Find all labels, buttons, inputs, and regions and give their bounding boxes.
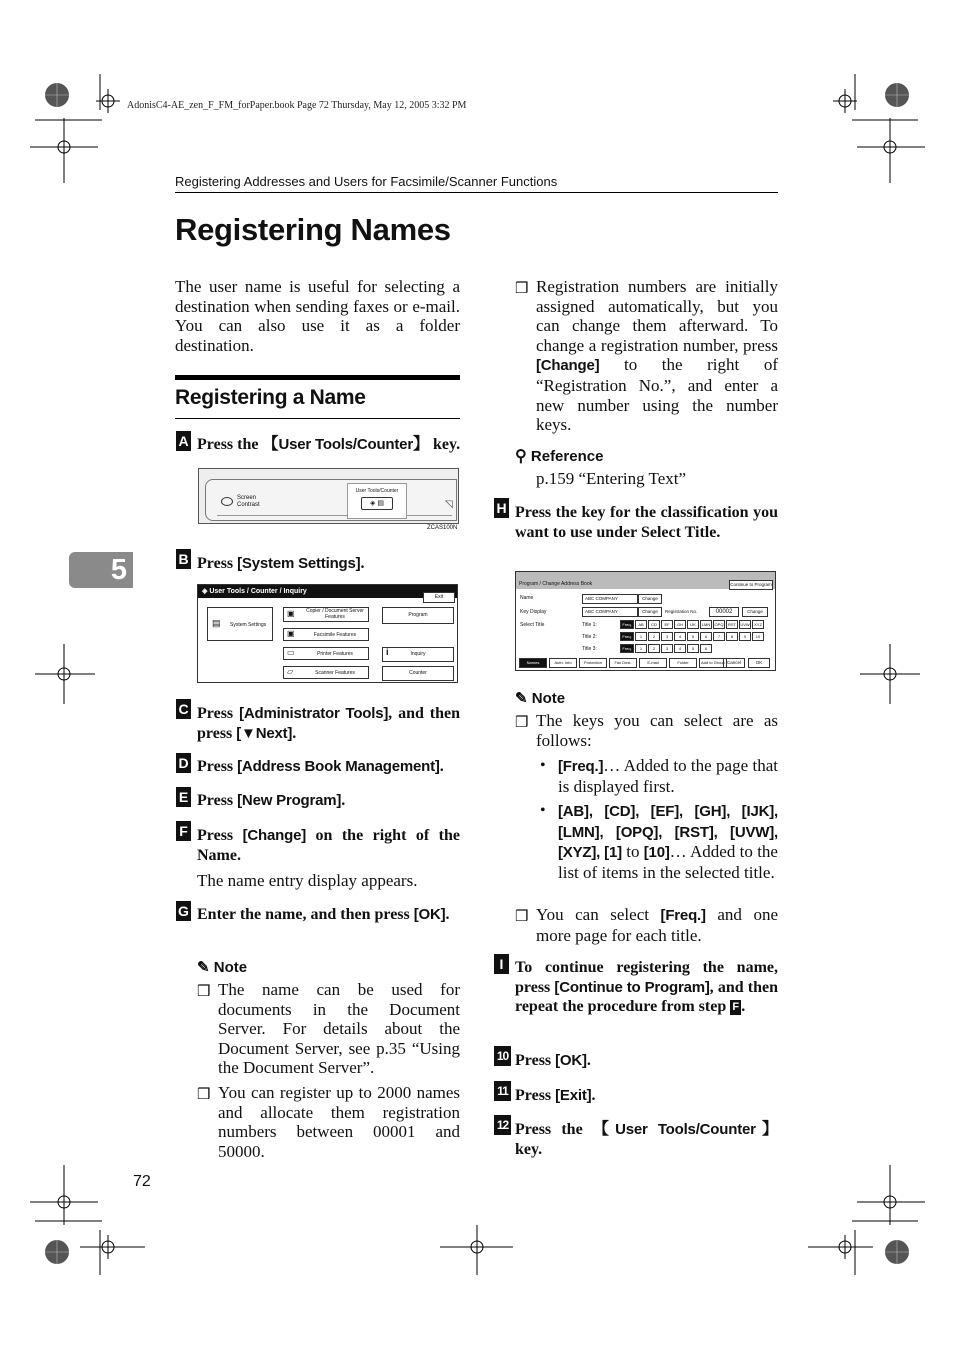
address-screen-title: Program / Change Address Book xyxy=(519,581,593,587)
title-key-button[interactable]: 7 xyxy=(713,632,725,641)
title2-label: Title 2: xyxy=(582,634,597,640)
left-note-1: The name can be used for documents in the Document Server. For details about the Document Server, see p.35 “Using the Document Server”. xyxy=(218,980,460,1078)
title-key-button[interactable]: 5 xyxy=(687,632,699,641)
user-tools-icon: ◈ ▤ xyxy=(361,497,393,510)
inquiry-button[interactable]: Inquiry xyxy=(382,647,454,662)
step-8-number: H xyxy=(494,498,509,518)
title-key-button[interactable]: OPQ xyxy=(714,622,724,627)
user-tools-screen xyxy=(197,584,458,683)
name-change-button[interactable]: Change xyxy=(638,594,662,604)
step-10-number: 10 xyxy=(494,1046,511,1066)
step-2-text: Press [System Settings]. xyxy=(197,555,365,572)
left-note-2: You can register up to 2000 names and allocate them registration numbers between 00001 and 50000. xyxy=(218,1083,460,1161)
registration-number-note: Registration numbers are initially assigned automatically, but you can change them afterward. To change a registration number, press [Change] to the right of “Registration No.”, and enter a new number using the number keys. xyxy=(536,277,778,435)
step-8-text: Press the key for the classification you want to use under Select Title. xyxy=(515,504,778,541)
copier-features-button[interactable]: Copier / Document Server Features xyxy=(283,607,369,622)
step-12-text: Press the 【User Tools/Counter】 key. xyxy=(515,1121,778,1158)
title-key-button[interactable]: 5 xyxy=(687,644,699,653)
facsimile-features-button[interactable]: Facsimile Features xyxy=(283,628,369,641)
step-10-text: Press [OK]. xyxy=(515,1052,591,1069)
name-field[interactable]: ABC COMPANY xyxy=(582,594,638,604)
title1-key-row xyxy=(620,620,765,629)
title-key-button[interactable]: IJK xyxy=(687,620,699,629)
screen-tab[interactable]: E-mail xyxy=(639,658,667,668)
title-key-button[interactable]: 3 xyxy=(661,632,673,641)
title-key-button[interactable]: 1 xyxy=(635,632,647,641)
step-7-text: Enter the name, and then press [OK]. xyxy=(197,906,450,923)
title-key-button[interactable]: UVW xyxy=(740,622,750,627)
scanner-icon: ▱ xyxy=(287,667,294,676)
settings-icon: ▤ xyxy=(212,618,221,628)
reference-heading: ⚲ Reference xyxy=(515,448,604,465)
exit-button[interactable]: Exit xyxy=(423,592,455,603)
continue-to-program-button[interactable]: Continue to Program xyxy=(729,580,773,590)
step-ref-badge: F xyxy=(730,1000,741,1015)
keys-intro: The keys you can select are as follows: xyxy=(536,711,778,750)
counter-button[interactable]: Counter xyxy=(382,666,454,681)
pencil-icon: ✎ xyxy=(515,690,528,707)
screen-tab[interactable]: Protection xyxy=(579,658,607,668)
title-key-button[interactable]: RST xyxy=(728,622,736,627)
title-key-button[interactable]: 2 xyxy=(648,644,660,653)
right-note-heading: ✎ Note xyxy=(515,690,566,707)
key-display-change-button[interactable]: Change xyxy=(638,607,662,617)
panel-label-contrast: Contrast xyxy=(237,502,260,508)
checkbox-icon: ❒ xyxy=(197,1087,211,1103)
title-key-button[interactable]: CD xyxy=(648,620,660,629)
screen-tab[interactable]: Auth. Info xyxy=(549,658,577,668)
step-1-text: Press the 【User Tools/Counter】 key. xyxy=(197,436,461,453)
fax-icon: ▣ xyxy=(287,629,295,638)
screen-title: User Tools / Counter / Inquiry xyxy=(209,588,307,595)
scanner-features-button[interactable]: Scanner Features xyxy=(283,666,369,679)
reference-text: p.159 “Entering Text” xyxy=(536,469,687,488)
magnifier-icon: ⚲ xyxy=(515,448,527,465)
step-1-number: A xyxy=(176,431,191,451)
panel-label-screen: Screen xyxy=(237,495,257,501)
cancel-button[interactable]: Cancel xyxy=(723,658,745,668)
system-settings-button[interactable]: System Settings xyxy=(207,607,273,641)
step-12-number: 12 xyxy=(494,1115,511,1135)
checkbox-icon: ❒ xyxy=(197,984,211,1000)
registration-change-button[interactable]: Change xyxy=(742,607,768,617)
ok-button[interactable]: OK xyxy=(748,658,770,668)
chapter-tab: 5 xyxy=(69,552,133,588)
printer-icon: ▭ xyxy=(287,648,295,657)
section-bar xyxy=(175,375,460,380)
bullet-freq: [Freq.]… Added to the page that is displayed first. xyxy=(558,756,778,796)
page-title: Registering Names xyxy=(175,212,451,247)
title-key-button[interactable]: LMN xyxy=(701,622,711,627)
intro-paragraph: The user name is useful for selecting a destination when sending faxes or e-mail. You can also use it as a folder destination. xyxy=(175,277,460,355)
title-key-button[interactable]: GH xyxy=(674,620,686,629)
title3-key-row xyxy=(620,644,713,653)
title-key-button[interactable]: 6 xyxy=(700,644,712,653)
row-key-display-label: Key Display xyxy=(520,609,547,615)
title-key-button[interactable]: 8 xyxy=(726,632,738,641)
title-key-button[interactable]: 3 xyxy=(661,644,673,653)
title2-key-row xyxy=(620,632,765,641)
step-3-text: Press [Administrator Tools], and then press [▼Next]. xyxy=(197,705,461,742)
control-panel-image xyxy=(198,468,459,524)
step-5-number: E xyxy=(176,787,191,807)
step-5-text: Press [New Program]. xyxy=(197,792,346,809)
step-4-text: Press [Address Book Management]. xyxy=(197,758,444,775)
title-key-button[interactable]: 4 xyxy=(674,632,686,641)
panel-code: ZCAS100N xyxy=(427,525,458,531)
step-9-number: I xyxy=(494,954,509,974)
inquiry-icon: i xyxy=(386,647,389,657)
freq-page-note: You can select [Freq.] and one more page for each title. xyxy=(536,905,778,945)
tools-icon: ◈ xyxy=(202,588,210,595)
title-key-button[interactable]: Freq. xyxy=(620,632,634,641)
user-tools-counter-panel-button[interactable]: User Tools/Counter ◈ ▤ xyxy=(347,483,407,519)
title-key-button[interactable]: AB xyxy=(635,620,647,629)
section-rule xyxy=(175,418,460,419)
program-button[interactable]: Program xyxy=(382,607,454,624)
checkbox-icon: ❒ xyxy=(515,715,529,731)
row-select-title-label: Select Title xyxy=(520,622,545,628)
title-key-button[interactable]: Freq. xyxy=(620,620,634,629)
title-key-button[interactable]: 4 xyxy=(674,644,686,653)
step-4-number: D xyxy=(176,753,191,773)
title-key-button[interactable]: 10 xyxy=(752,632,764,641)
checkbox-icon: ❒ xyxy=(515,281,529,297)
step-6-text: Press [Change] on the right of the Name. xyxy=(197,827,461,864)
registration-no-label: Registration No. xyxy=(665,609,698,614)
step-3-number: C xyxy=(176,699,191,719)
step-11-number: 11 xyxy=(494,1081,511,1101)
title-key-button[interactable]: 9 xyxy=(739,632,751,641)
step-7-number: G xyxy=(176,901,191,921)
left-note-heading: ✎ Note xyxy=(197,959,248,976)
section-title: Registering a Name xyxy=(175,386,366,409)
bullet-letter-keys: [AB], [CD], [EF], [GH], [IJK], [LMN], [OPQ], [RST], [UVW], [XYZ], [1] to [10]… Added to the list of items in the selected title. xyxy=(558,803,778,882)
checkbox-icon: ❒ xyxy=(515,909,529,925)
page-number: 72 xyxy=(133,1173,151,1190)
row-name-label: Name xyxy=(520,595,534,601)
tab-row xyxy=(519,658,729,668)
change-address-book-screen xyxy=(515,571,776,671)
step-6-result: The name entry display appears. xyxy=(197,871,418,890)
step-9-text: To continue registering the name, press [Continue to Program], and then repeat the procedure from step F . xyxy=(515,959,778,1016)
title-key-button[interactable]: 2 xyxy=(648,632,660,641)
step-11-text: Press [Exit]. xyxy=(515,1087,596,1104)
printer-features-button[interactable]: Printer Features xyxy=(283,647,369,660)
title-key-button[interactable]: 1 xyxy=(635,644,647,653)
title-key-button[interactable]: Freq. xyxy=(620,644,634,653)
registration-no-field[interactable]: 00002 xyxy=(709,607,739,617)
contrast-icon xyxy=(221,497,233,506)
screen-tab[interactable]: Names xyxy=(519,658,547,668)
key-display-field[interactable]: ABC COMPANY xyxy=(582,607,638,617)
running-header: Registering Addresses and Users for Facsimile/Scanner Functions xyxy=(175,174,778,193)
step-2-number: B xyxy=(176,549,191,569)
file-info: AdonisC4-AE_zen_F_FM_forPaper.book Page 72 Thursday, May 12, 2005 3:32 PM xyxy=(127,100,467,111)
title-key-button[interactable]: EF xyxy=(661,620,673,629)
screen-tab[interactable]: Fax Dest. xyxy=(609,658,637,668)
pointer-icon: ◹ xyxy=(445,499,453,510)
copier-icon: ▣ xyxy=(287,609,295,618)
title3-label: Title 3: xyxy=(582,646,597,652)
bullet-dot: • xyxy=(540,757,546,774)
screen-tab[interactable]: Add to Group xyxy=(699,658,727,668)
bullet-dot: • xyxy=(540,802,546,819)
step-6-number: F xyxy=(176,821,191,841)
title1-label: Title 1: xyxy=(582,622,597,628)
title-key-button[interactable]: XYZ xyxy=(752,620,764,629)
pencil-icon: ✎ xyxy=(197,959,210,976)
title-key-button[interactable]: 6 xyxy=(700,632,712,641)
screen-tab[interactable]: Folder xyxy=(669,658,697,668)
